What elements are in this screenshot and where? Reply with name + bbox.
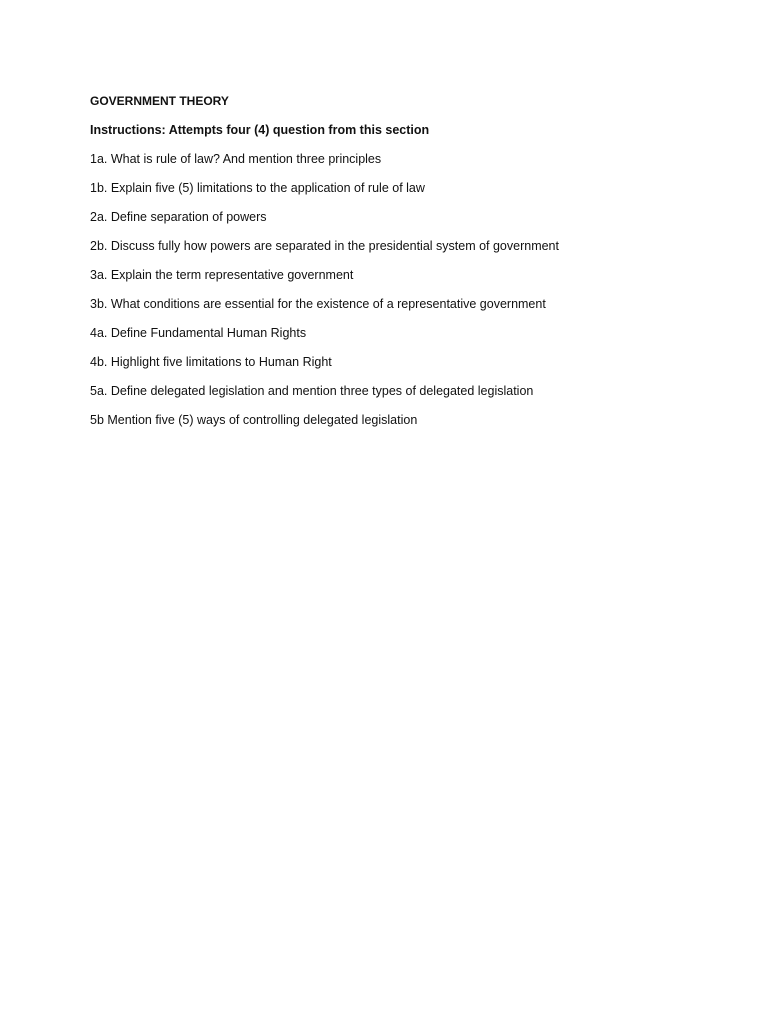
document-body <box>90 93 690 429</box>
question-3b: 3b. What conditions are essential for the existence of a representative government <box>90 297 546 311</box>
question-2b: 2b. Discuss fully how powers are separated in the presidential system of government <box>90 239 559 253</box>
question-5a: 5a. Define delegated legislation and mention three types of delegated legislation <box>90 384 534 398</box>
document-title: GOVERNMENT THEORY <box>90 94 229 108</box>
question-4a: 4a. Define Fundamental Human Rights <box>90 326 307 340</box>
question-1a: 1a. What is rule of law? And mention three principles <box>90 152 382 166</box>
question-3a: 3a. Explain the term representative government <box>90 268 354 282</box>
question-4b: 4b. Highlight five limitations to Human Right <box>90 355 332 369</box>
question-2a: 2a. Define separation of powers <box>90 210 267 224</box>
instructions-text: Instructions: Attempts four (4) question from this section <box>90 123 430 137</box>
question-1b: 1b. Explain five (5) limitations to the application of rule of law <box>90 181 425 195</box>
question-5b: 5b Mention five (5) ways of controlling delegated legislation <box>90 413 418 427</box>
